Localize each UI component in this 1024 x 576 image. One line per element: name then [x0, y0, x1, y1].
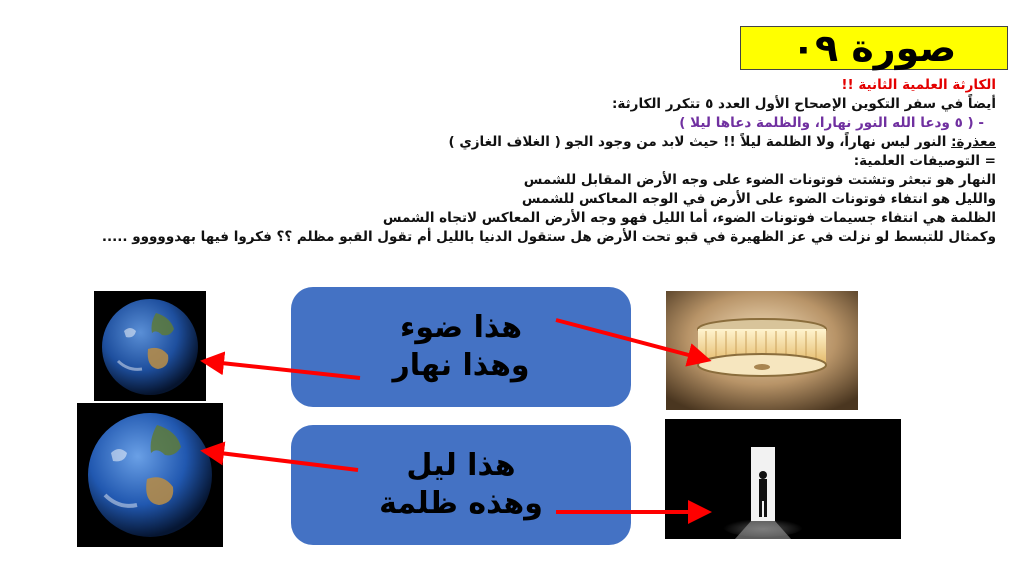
desc-line-2: والليل هو انتفاء فوتونات الضوء على الأرض في الوجه المعاكس للشمس: [521, 191, 996, 207]
desc-line-3: الظلمة هي انتفاء جسيمات فوتونات الضوء، أما الليل فهو وجه الأرض المعاكس لاتجاه الشمس: [382, 210, 996, 226]
dark-box-line-2: وهذه ظلمة: [379, 486, 543, 521]
light-box-line-1: هذا ضوء: [400, 310, 522, 345]
desc-line-1: النهار هو تبعثر وتشتت فوتونات الضوء على وجه الأرض المقابل للشمس: [523, 172, 996, 188]
ceiling-lamp-image: [666, 291, 858, 410]
intro-line: أيضاً في سفر التكوين الإصحاح الأول العدد ٥ تتكرر الكارثة:: [612, 96, 996, 112]
excuse-line: [96, 133, 996, 152]
dark-box-line-1: هذا ليل: [406, 448, 516, 483]
verse-line: - ( ٥ ودعا الله النور نهارا، والظلمة دعاها ليلا ): [679, 115, 984, 131]
ceiling-lamp-icon: [666, 291, 858, 410]
earth-globe-icon: [77, 403, 223, 547]
excuse-label: معذرة:: [951, 134, 996, 150]
dark-doorway-icon: [665, 419, 901, 539]
light-box-line-2: وهذا نهار: [392, 348, 530, 383]
desc-label-line: = التوصيفات العلمية:: [853, 153, 996, 169]
slide-title-box: [740, 26, 1008, 70]
night-dark-box: [291, 425, 631, 545]
light-day-box: [291, 287, 631, 407]
heading-line: الكارثة العلمية الثانية !!: [841, 77, 996, 93]
earth-image-2: [77, 403, 223, 547]
earth-image: [94, 291, 206, 401]
desc-line-4: وكمثال للتبسط لو نزلت في عز الظهيرة في قبو تحت الأرض هل ستقول الدنيا بالليل أم تقول القبو مظلم ؟؟ فكروا فيها بهدووووو .....: [101, 229, 996, 245]
text-block: [96, 76, 996, 247]
earth-globe-icon: [94, 291, 206, 401]
excuse-text: النور ليس نهاراً، ولا الظلمة ليلاً !! حيث لابد من وجود الجو ( الغلاف الغازي ): [448, 134, 952, 150]
dark-doorway-image: [665, 419, 901, 539]
slide-title: صورة ٠٩: [791, 26, 957, 70]
